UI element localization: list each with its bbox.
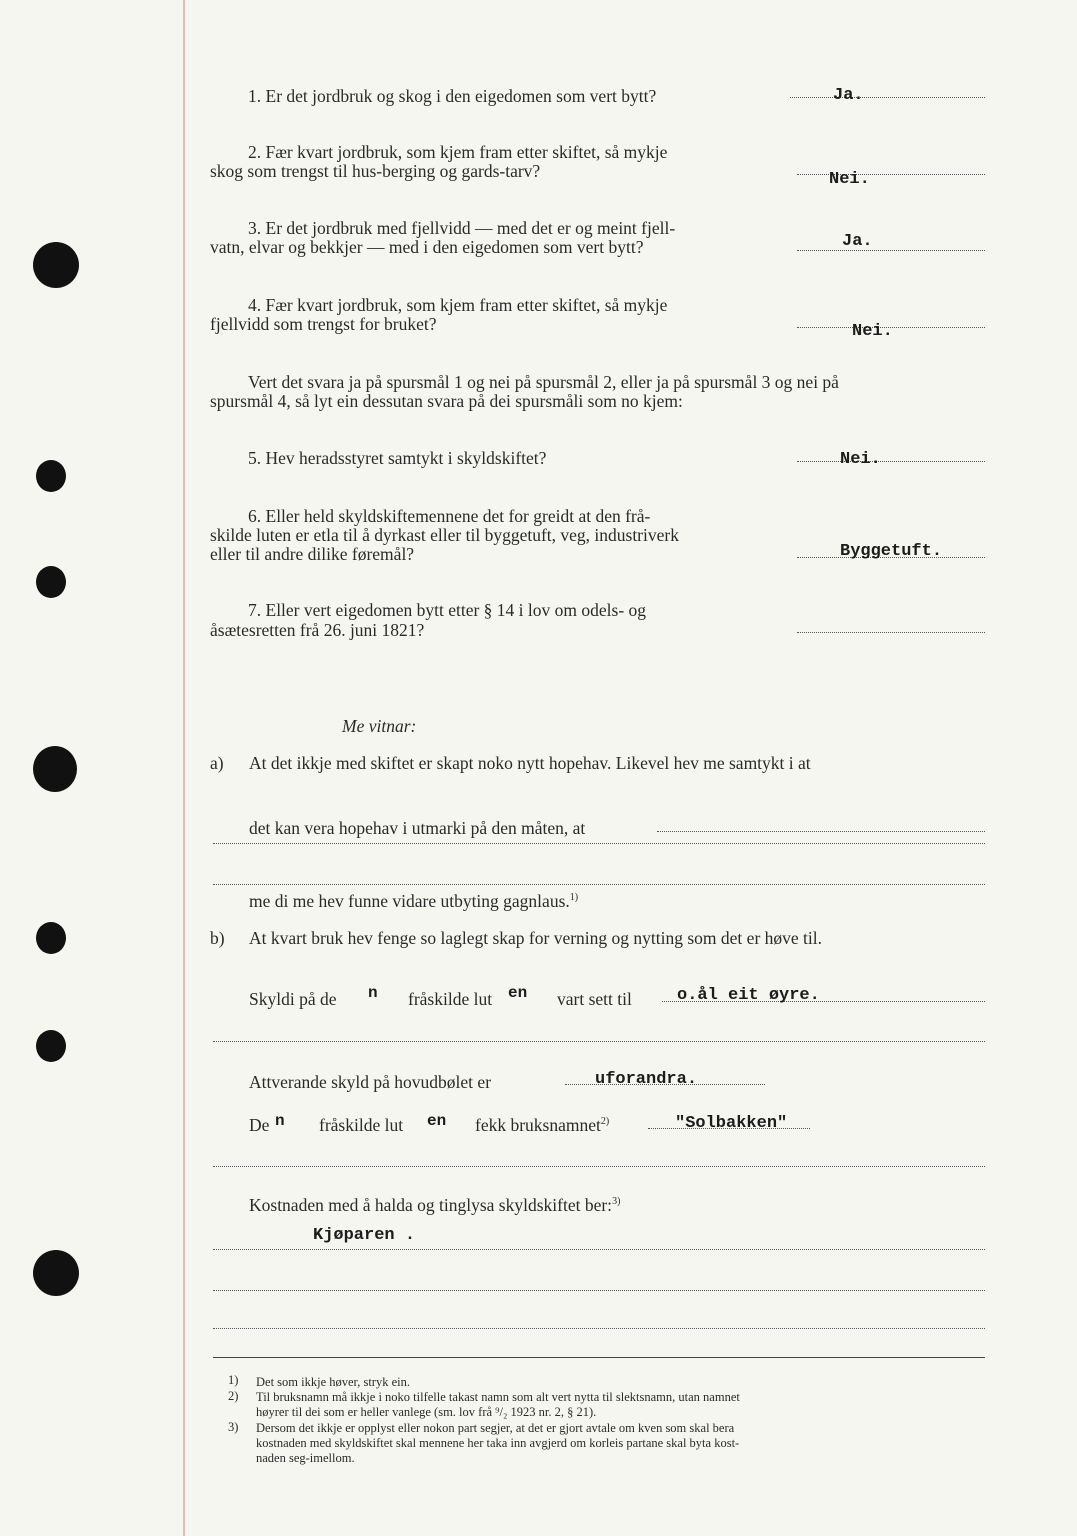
intro-line-1: Vert det svara ja på spursmål 1 og nei på spursmål 2, eller ja på spursmål 3 og nei på: [248, 372, 839, 392]
footnote-3-line-1: Dersom det ikkje er opplyst eller nokon part segjer, at det er gjort avtale om kven som skal bera: [256, 1421, 735, 1435]
kostnad-blank-line-1: [213, 1290, 985, 1291]
footnote-rule: [213, 1357, 985, 1358]
footnote-3-line-2: kostnaden med skyldskiftet skal mennene her taka inn avgjerd om korleis partane skal byta kost-: [256, 1436, 740, 1450]
witness-a-fill-line: [657, 831, 985, 832]
question-5: 5. Hev heradsstyret samtykt i skyldskiftet?: [248, 448, 547, 468]
attverande-label: Attverande skyld på hovudbølet er: [249, 1072, 492, 1092]
skyld-pre: Skyldi på de: [249, 989, 337, 1009]
answer-line-5: [797, 461, 985, 462]
red-margin-line: [183, 0, 185, 1536]
witness-a-letter: a): [210, 753, 224, 773]
punch-hole-icon: [33, 746, 77, 792]
footnote-3-line-3: naden seg-imellom.: [256, 1451, 355, 1465]
bruksnamn-mid: fråskilde lut: [319, 1115, 404, 1135]
footnote-3-mark: 3): [228, 1420, 239, 1434]
witness-a-line-3: me di me hev funne vidare utbyting gagnlaus.$^{1)}$: [249, 891, 579, 911]
bruksnamn-fill-1[interactable]: n: [275, 1112, 285, 1130]
answer-1[interactable]: Ja.: [833, 86, 864, 105]
witness-a-blank-line-1: [213, 843, 985, 844]
bruksnamn-answer[interactable]: "Solbakken": [675, 1114, 788, 1133]
answer-6[interactable]: Byggetuft.: [840, 542, 943, 561]
punch-hole-icon: [33, 1250, 79, 1296]
attverande-answer[interactable]: uforandra.: [595, 1070, 698, 1089]
punch-hole-icon: [36, 922, 66, 954]
footnote-2-line-1: Til bruksnamn må ikkje i noko tilfelle takast namn som alt vert nytta til slektsnamn, utan namnet: [256, 1390, 740, 1404]
question-6-line-3: eller til andre dilike føremål?: [210, 544, 415, 564]
kostnad-label: Kostnaden med å halda og tinglysa skyldskiftet ber:$^{3)}$: [249, 1195, 621, 1215]
bruksnamn-fill-2[interactable]: en: [427, 1112, 447, 1130]
question-2-line-1: 2. Fær kvart jordbruk, som kjem fram etter skiftet, så mykje: [248, 142, 668, 162]
question-1: 1. Er det jordbruk og skog i den eigedomen som vert bytt?: [248, 86, 657, 106]
punch-hole-icon: [36, 460, 66, 492]
question-4-line-2: fjellvidd som trengst for bruket?: [210, 314, 437, 334]
footnote-2-line-2: høyrer til dei som er heller vanlege (sm. lov frå ⁹/₂ 1923 nr. 2, § 21).: [256, 1405, 597, 1419]
answer-2[interactable]: Nei.: [829, 170, 870, 189]
question-2-line-2: skog som trengst til hus-berging og gards-tarv?: [210, 161, 541, 181]
intro-line-2: spursmål 4, så lyt ein dessutan svara på dei spursmåli som no kjem:: [210, 391, 683, 411]
question-3-line-2: vatn, elvar og bekkjer — med i den eigedomen som vert bytt?: [210, 237, 644, 257]
footnote-1: Det som ikkje høver, stryk ein.: [256, 1375, 410, 1389]
skyld-answer[interactable]: o.ål eit øyre.: [677, 986, 820, 1005]
punch-hole-icon: [33, 242, 79, 288]
skyld-mid: fråskilde lut: [408, 989, 493, 1009]
skyld-fill-2[interactable]: en: [508, 984, 528, 1002]
question-3-line-1: 3. Er det jordbruk med fjellvidd — med det er og meint fjell-: [248, 218, 676, 238]
kostnad-fill-line: [213, 1249, 985, 1250]
answer-3[interactable]: Ja.: [842, 232, 873, 251]
bruksnamn-pre: De: [249, 1115, 270, 1135]
footnote-1-mark: 1): [228, 1373, 239, 1387]
answer-5[interactable]: Nei.: [840, 450, 881, 469]
kostnad-answer[interactable]: Kjøparen .: [313, 1226, 416, 1245]
witness-heading: Me vitnar:: [342, 716, 417, 736]
witness-a-line-2: det kan vera hopehav i utmarki på den måten, at: [249, 818, 586, 838]
question-4-line-1: 4. Fær kvart jordbruk, som kjem fram etter skiftet, så mykje: [248, 295, 668, 315]
skyld-post: vart sett til: [557, 989, 632, 1009]
kostnad-blank-line-2: [213, 1328, 985, 1329]
question-6-line-2: skilde luten er etla til å dyrkast eller til byggetuft, veg, industriverk: [210, 525, 679, 545]
witness-a-blank-line-2: [213, 884, 985, 885]
question-7-line-1: 7. Eller vert eigedomen bytt etter § 14 i lov om odels- og: [248, 600, 647, 620]
question-7-line-2: åsætesretten frå 26. juni 1821?: [210, 620, 425, 640]
punch-hole-icon: [36, 1030, 66, 1062]
bruksnamn-post: fekk bruksnamnet$^{2)}$: [475, 1115, 610, 1135]
answer-line-2: [797, 174, 985, 175]
witness-b-line: At kvart bruk hev fenge so laglegt skap for verning og nytting som det er høve til.: [249, 928, 822, 948]
skyld-fill-1[interactable]: n: [368, 984, 378, 1002]
witness-a-line-1: At det ikkje med skiftet er skapt noko nytt hopehav. Likevel hev me samtykt i at: [249, 753, 811, 773]
answer-4[interactable]: Nei.: [852, 322, 893, 341]
bruksnamn-blank-line: [213, 1166, 985, 1167]
question-6-line-1: 6. Eller held skyldskiftemennene det for greidt at den frå-: [248, 506, 651, 526]
answer-line-3: [797, 250, 985, 251]
footnote-2-mark: 2): [228, 1389, 239, 1403]
answer-line-7: [797, 632, 985, 633]
punch-hole-icon: [36, 566, 66, 598]
answer-line-1: [790, 97, 985, 98]
witness-b-letter: b): [210, 928, 225, 948]
skyld-blank-line: [213, 1041, 985, 1042]
